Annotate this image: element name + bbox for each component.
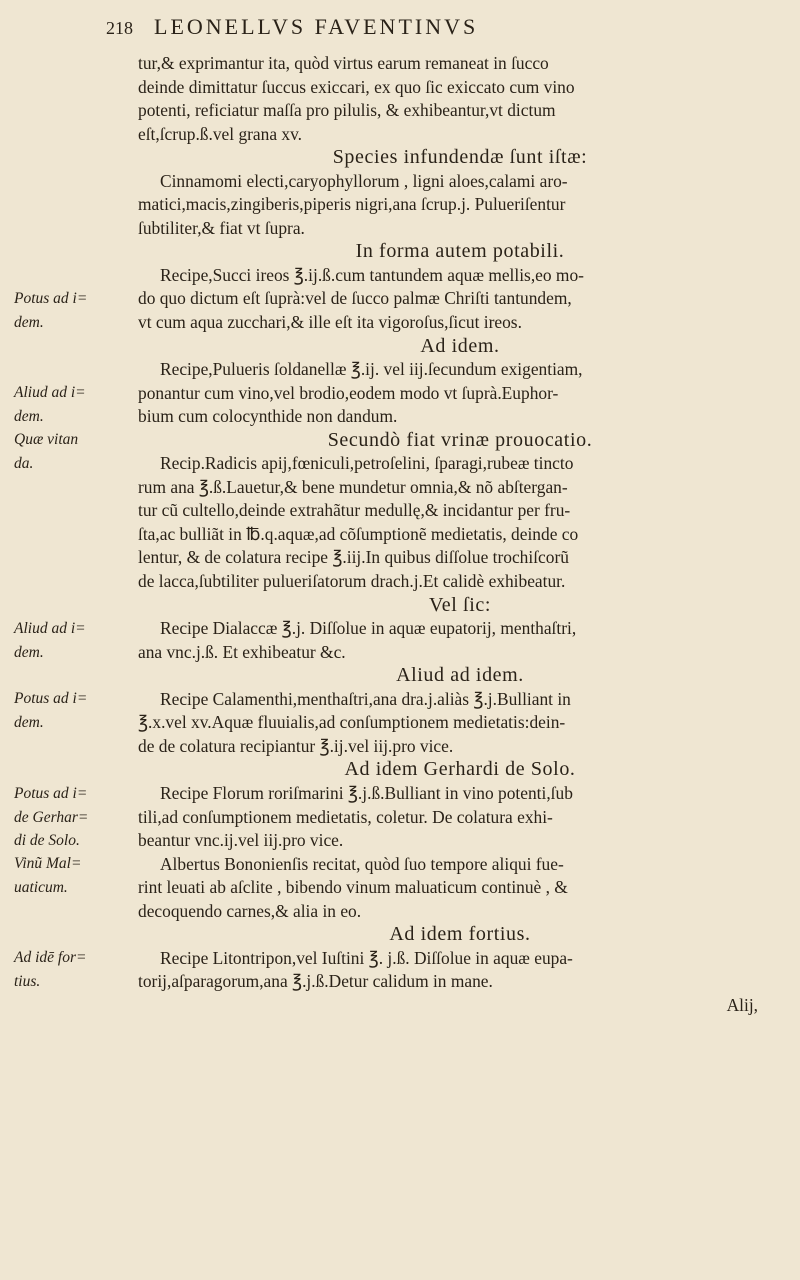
margin-note <box>14 852 134 899</box>
text-line: Recipe Florum roriſmarini ℥.j.ß.Bulliant in vino potenti,ſub <box>160 782 573 803</box>
text-line: bium cum colocynthide non dandum. <box>138 406 398 427</box>
margin-note-line: Quæ vitan <box>14 431 79 448</box>
text-line: Recipe Dialaccæ ℥.j. Diſſolue in aquæ eupatorij, menthaſtri, <box>160 618 577 639</box>
margin-note <box>14 617 134 664</box>
page-number: 218 <box>106 18 133 38</box>
text-line: potenti, reficiatur maſſa pro pilulis, & exhibeantur,vt dictum <box>138 100 556 121</box>
margin-note-line: dem. <box>14 643 44 661</box>
text-line: tur cũ cultello,deinde extrahãtur medullę,& incidantur per fru- <box>138 500 571 521</box>
margin-note-line: Potus ad i= <box>14 690 88 707</box>
catchword: Alij, <box>726 994 758 1015</box>
text-line: de de colatura recipiantur ℥.ij.vel iij.pro vice. <box>138 735 454 756</box>
margin-note-line: Potus ad i= <box>14 290 88 307</box>
running-title: LEONELLVS FAVENTINVS <box>154 14 479 39</box>
margin-note <box>14 687 134 734</box>
text-line: de lacca,ſubtiliter pulueriſatorum drach.j.Et calidè exhibeatur. <box>138 571 566 592</box>
margin-note-line: da. <box>14 454 34 472</box>
text-line: deinde dimittatur ſuccus exiccari, ex quo ſic exiccato cum vino <box>138 76 575 97</box>
margin-note-line: de Gerhar= <box>14 808 89 826</box>
text-line: eſt,ſcrup.ß.vel grana xv. <box>138 123 303 144</box>
text-line: matici,macis,zingiberis,piperis nigri,ana ſcrup.j. Pulueriſentur <box>138 194 566 215</box>
margin-note-line: Ad idē for= <box>14 949 87 966</box>
section-heading: Secundò fiat vrinæ prouocatio. <box>327 428 593 451</box>
margin-note-line: di de Solo. <box>14 832 80 850</box>
text-line: lentur, & de colatura recipe ℥.iij.In quibus diſſolue trochiſcorũ <box>138 547 569 568</box>
text-line: Recipe Calamenthi,menthaſtri,ana dra.j.aliàs ℥.j.Bulliant in <box>160 688 571 709</box>
margin-note-line: Vinũ Mal= <box>14 855 82 872</box>
text-line: Cinnamomi electi,caryophyllorum , ligni aloes,calami aro- <box>160 170 568 191</box>
margin-note <box>14 946 134 993</box>
margin-note <box>14 428 134 475</box>
section-heading: In forma autem potabili. <box>355 240 565 263</box>
main-text-column <box>138 52 782 1017</box>
text-line: vt cum aqua zucchari,& ille eſt ita vigoroſus,ſicut ireos. <box>138 312 522 333</box>
margin-note-line: Aliud ad i= <box>14 384 86 401</box>
section-heading: Species infundendæ ſunt iſtæ: <box>332 146 588 169</box>
text-line: do quo dictum eſt ſuprà:vel de ſucco palmæ Chriſti tantundem, <box>138 288 572 309</box>
margin-note-line: dem. <box>14 713 44 731</box>
running-head <box>96 14 716 46</box>
text-line: Recip.Radicis apij,fœniculi,petroſelini, ſparagi,rubeæ tincto <box>160 453 574 474</box>
margin-note-line: tius. <box>14 972 41 990</box>
text-line: tur,& exprimantur ita, quòd virtus earum remaneat in ſucco <box>138 53 549 73</box>
section-heading: Ad idem fortius. <box>389 923 531 946</box>
text-line: torij,aſparagorum,ana ℥.j.ß.Detur calidum in mane. <box>138 971 493 992</box>
text-line: Recipe,Pulueris ſoldanellæ ℥.ij. vel iij.ſecundum exigentiam, <box>160 359 583 380</box>
margin-note-line: Potus ad i= <box>14 785 88 802</box>
text-line: ℥.x.vel xv.Aquæ fluuialis,ad conſumptionem medietatis:dein- <box>138 712 566 733</box>
section-heading: Ad idem. <box>420 334 500 357</box>
text-line: Recipe,Succi ireos ℥.ij.ß.cum tantundem aquæ mellis,eo mo- <box>160 264 584 285</box>
text-line: decoquendo carnes,& alia in eo. <box>138 900 362 921</box>
text-line: beantur vnc.ij.vel iij.pro vice. <box>138 830 344 851</box>
margin-note <box>14 782 134 853</box>
margin-note-line: dem. <box>14 407 44 425</box>
text-line: rum ana ℥.ß.Lauetur,& bene mundetur omnia,& nõ abſtergan- <box>138 476 568 497</box>
text-line: Recipe Litontripon,vel Iuſtini ℥. j.ß. Diſſolue in aquæ eupa- <box>160 947 573 968</box>
text-line: tili,ad conſumptionem medietatis, coletur. De colatura exhi- <box>138 806 553 827</box>
section-heading: Ad idem Gerhardi de Solo. <box>344 758 576 781</box>
text-line: ana vnc.j.ß. Et exhibeatur &c. <box>138 641 346 662</box>
margin-note-line: dem. <box>14 313 44 331</box>
text-line: ponantur cum vino,vel brodio,eodem modo vt ſuprà.Euphor- <box>138 382 559 403</box>
section-heading: Vel ſic: <box>428 593 491 616</box>
text-line: rint leuati ab aſclite , bibendo vinum maluaticum continuè , & <box>138 877 568 898</box>
margin-note-line: Aliud ad i= <box>14 620 86 637</box>
margin-note-line: uaticum. <box>14 878 68 896</box>
margin-note <box>14 287 134 334</box>
text-line: ſta,ac bulliãt in ℔.q.aquæ,ad cõſumptionẽ medietatis, deinde co <box>138 523 579 544</box>
section-heading: Aliud ad idem. <box>396 664 524 687</box>
text-line: Albertus Bononienſis recitat, quòd ſuo tempore aliqui fue- <box>160 853 564 874</box>
margin-note <box>14 381 134 428</box>
text-line: ſubtiliter,& fiat vt ſupra. <box>138 217 305 238</box>
